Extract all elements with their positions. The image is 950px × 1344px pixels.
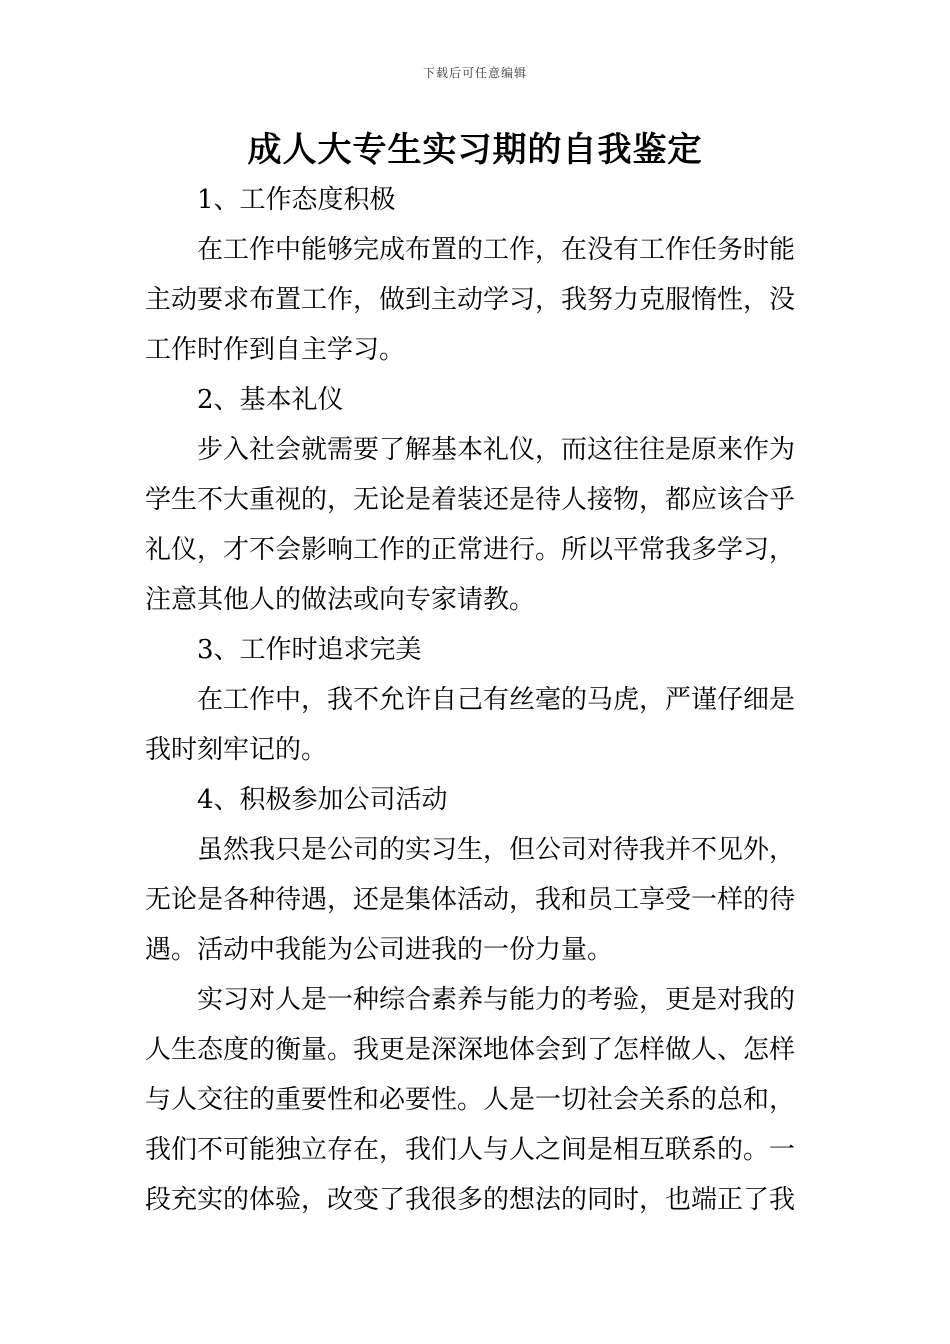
paragraph-line: 虽然我只是公司的实习生，但公司对待我并不见外，	[197, 835, 796, 865]
paragraph-line: 人生态度的衡量。我更是深深地体会到了怎样做人、怎样	[145, 1035, 796, 1065]
paragraph-line: 与人交往的重要性和必要性。人是一切社会关系的总和，	[145, 1085, 796, 1115]
section-heading: 2、基本礼仪	[197, 385, 344, 415]
paragraph-line: 工作时作到自主学习。	[145, 335, 406, 365]
paragraph-line: 在工作中，我不允许自己有丝毫的马虎，严谨仔细是	[197, 685, 796, 715]
paragraph-line: 在工作中能够完成布置的工作，在没有工作任务时能	[197, 235, 796, 265]
paragraph-line: 我们不可能独立存在，我们人与人之间是相互联系的。一	[145, 1135, 796, 1165]
paragraph-line: 注意其他人的做法或向专家请教。	[145, 585, 536, 615]
section-heading: 3、工作时追求完美	[197, 635, 422, 665]
header-note: 下载后可任意编辑	[422, 66, 527, 80]
paragraph-line: 步入社会就需要了解基本礼仪，而这往往是原来作为	[197, 435, 796, 465]
section-heading: 1、工作态度积极	[197, 185, 396, 215]
paragraph-line: 我时刻牢记的。	[145, 735, 328, 765]
paragraph-line: 遇。活动中我能为公司进我的一份力量。	[145, 935, 614, 965]
section-heading: 4、积极参加公司活动	[197, 785, 448, 815]
paragraph-line: 学生不大重视的，无论是着装还是待人接物，都应该合乎	[145, 485, 796, 515]
paragraph-line: 段充实的体验，改变了我很多的想法的同时，也端正了我	[145, 1185, 796, 1215]
document-body	[145, 175, 808, 1225]
paragraph-line: 实习对人是一种综合素养与能力的考验，更是对我的	[197, 985, 796, 1015]
document-title: 成人大专生实习期的自我鉴定	[247, 130, 703, 170]
paragraph-line: 礼仪，才不会影响工作的正常进行。所以平常我多学习，	[145, 535, 796, 565]
paragraph-line: 无论是各种待遇，还是集体活动，我和员工享受一样的待	[145, 885, 796, 915]
paragraph-line: 主动要求布置工作，做到主动学习，我努力克服惰性，没	[145, 285, 796, 315]
